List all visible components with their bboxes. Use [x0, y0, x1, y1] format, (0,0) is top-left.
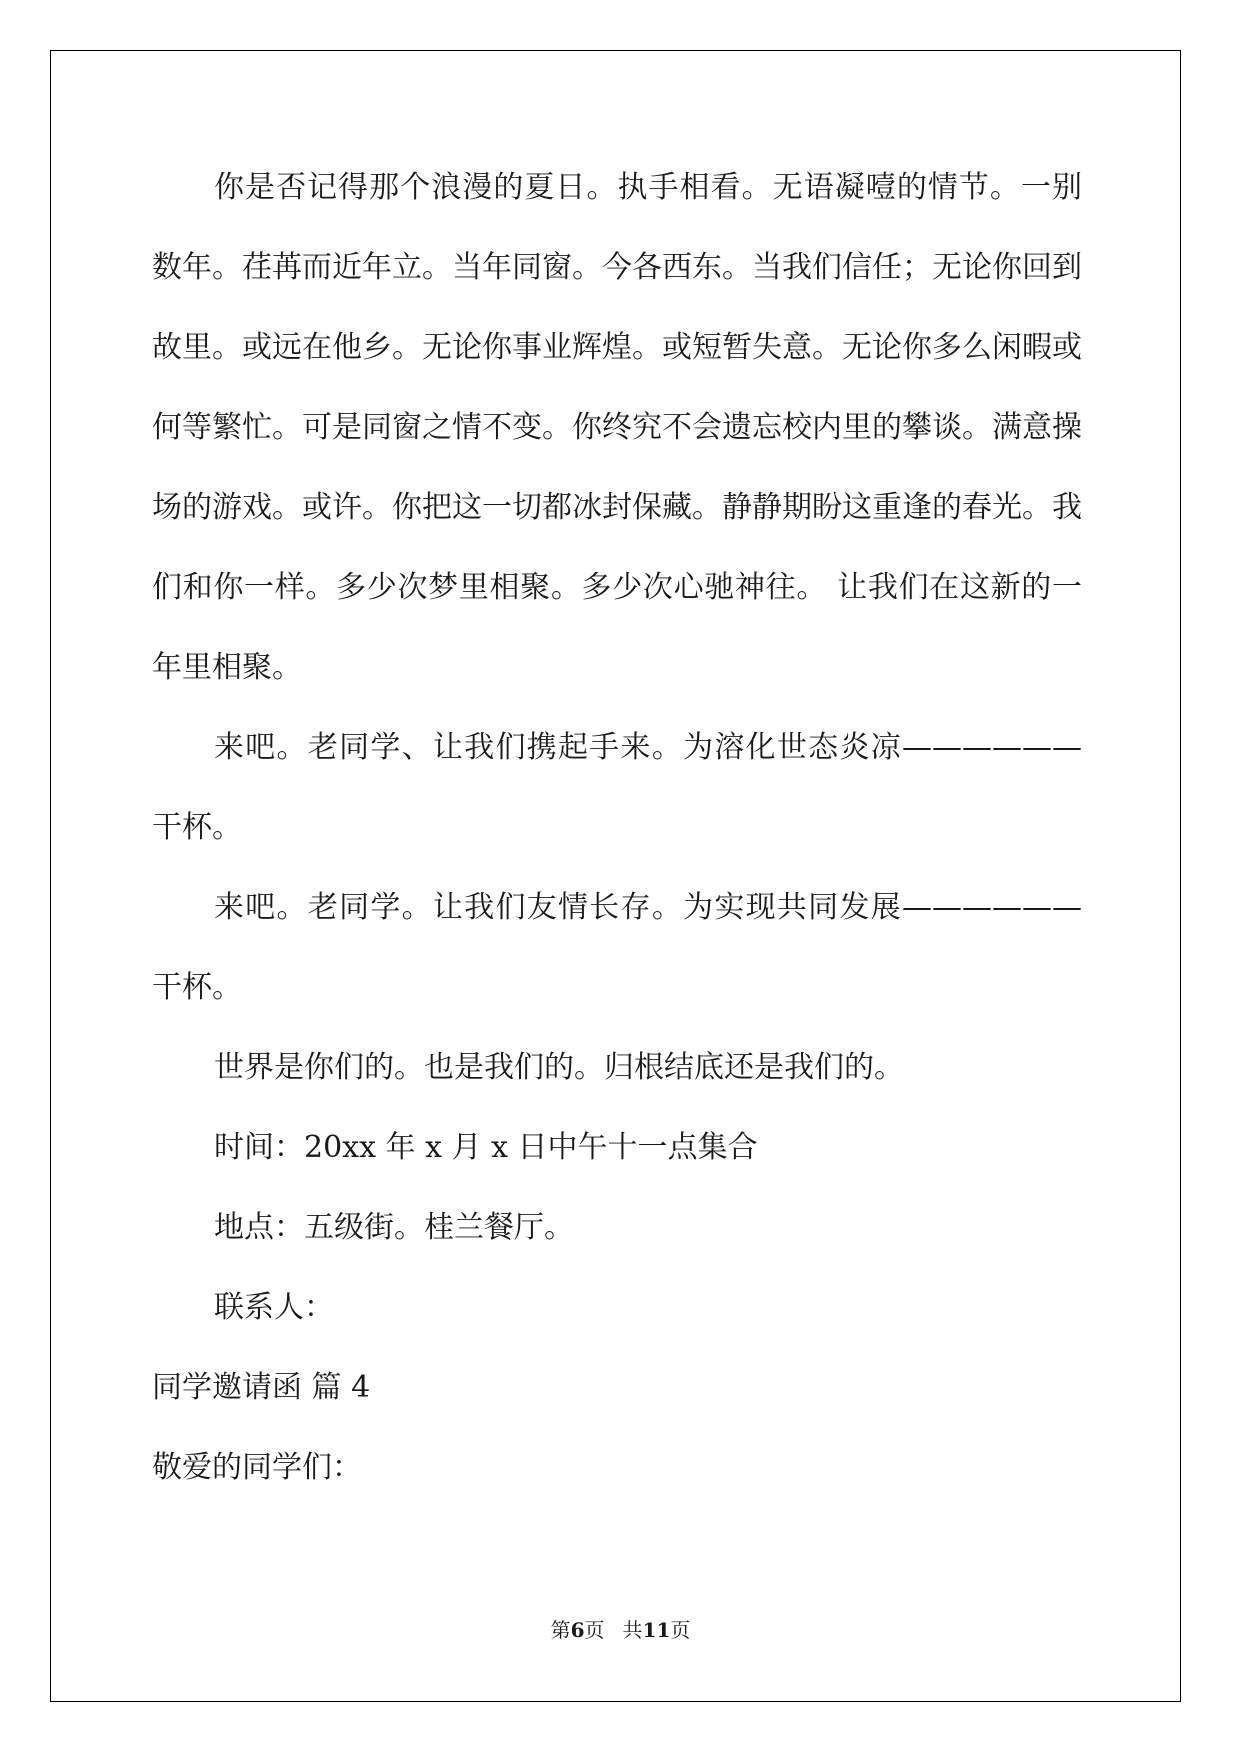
footer-total-suffix: 页 [670, 1618, 691, 1642]
footer-page-suffix: 页 [584, 1618, 605, 1642]
paragraph-toast-1: 来吧。老同学、让我们携起手来。为溶化世态炎凉——————干杯。 [152, 730, 1082, 845]
event-contact: 联系人： [214, 1290, 334, 1325]
salutation: 敬爱的同学们： [152, 1450, 362, 1485]
paragraph-world: 世界是你们的。也是我们的。归根结底还是我们的。 [214, 1050, 904, 1085]
footer-total-pages: 11 [642, 1618, 671, 1642]
page-footer [0, 1614, 1241, 1643]
footer-total-prefix: 共 [622, 1618, 643, 1642]
event-place: 地点：五级街。桂兰餐厅。 [214, 1210, 574, 1245]
document-body [152, 148, 1082, 1508]
paragraph-toast-2: 来吧。老同学。让我们友情长存。为实现共同发展——————干杯。 [152, 890, 1082, 1005]
paragraph-memories: 你是否记得那个浪漫的夏日。执手相看。无语凝噎的情节。一别数年。荏苒而近年立。当年同窗。今各西东。当我们信任；无论你回到故里。或远在他乡。无论你事业辉煌。或短暂失意。无论你多么闲暇或何等繁忙。可是同窗之情不变。你终究不会遗忘校内里的攀谈。满意操场的游戏。或许。你把这一切都冰封保藏。静静期盼这重逢的春光。我们和你一样。多少次梦里相聚。多少次心驰神往。 让我们在这新的一年里相聚。 [152, 170, 1082, 685]
section-title: 同学邀请函 篇 4 [152, 1370, 371, 1405]
footer-prefix: 第 [550, 1618, 571, 1642]
footer-page-number: 6 [570, 1618, 585, 1642]
event-time: 时间：20xx 年 x 月 x 日中午十一点集合 [214, 1130, 758, 1165]
